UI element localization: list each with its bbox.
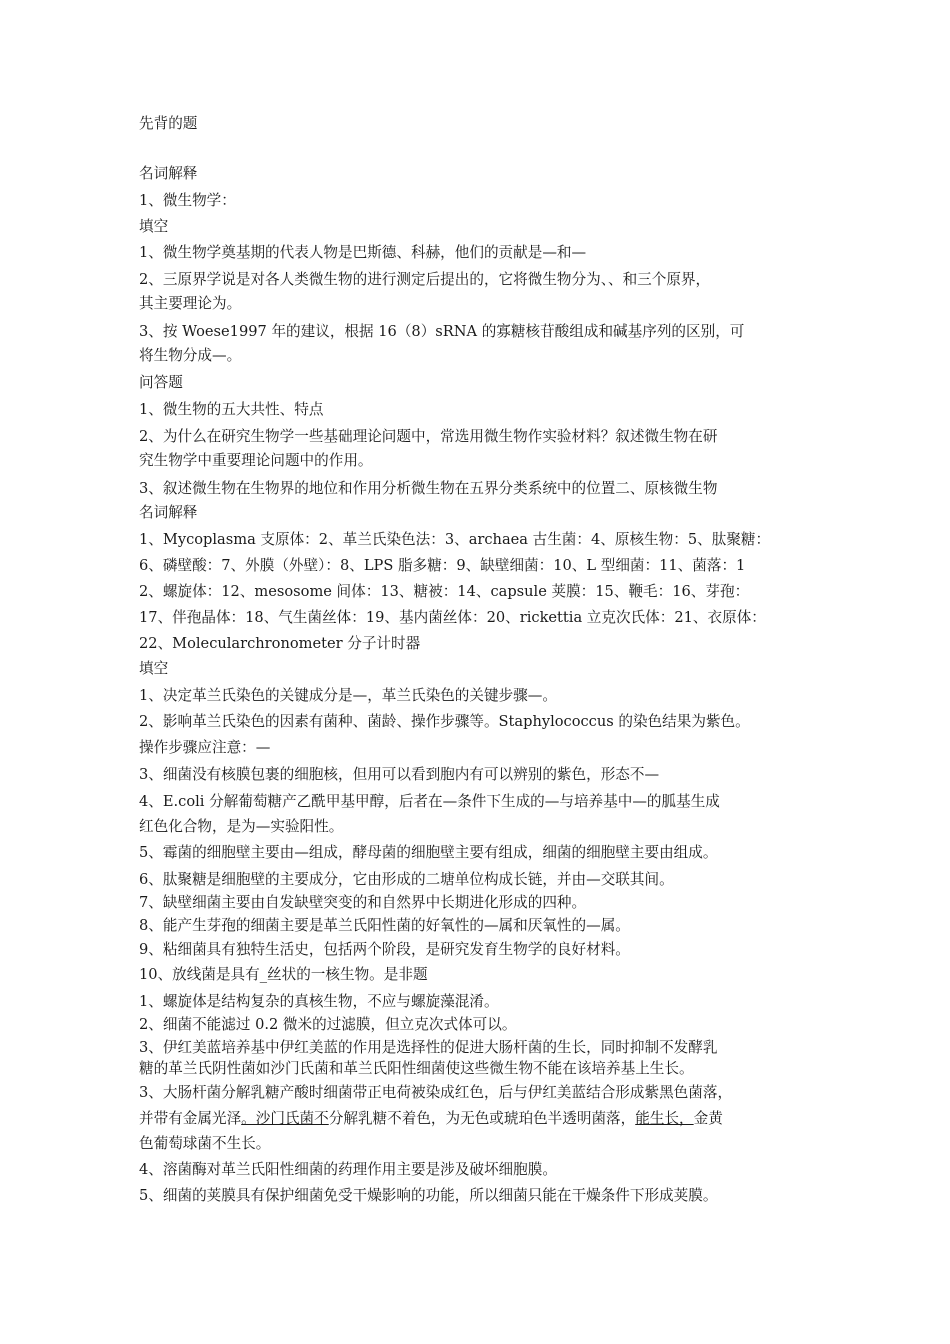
text-line: 6、磷壁酸：7、外膜（外壁）：8、LPS 脂多糖：9、缺壁细菌：10、L 型细菌：11、菌落：1 [139,557,746,574]
section-heading: 填空 [139,660,169,677]
text-line: 3、伊红美蓝培养基中伊红美蓝的作用是选择性的促进大肠杆菌的生长，同时抑制不发酵乳 [139,1039,718,1056]
text-line: 3、按 Woese1997 年的建议，根据 16（8）sRNA 的寡糖核苷酸组成和碱基序列的区别，可 [139,323,745,340]
underlined-run: 能生长， [635,1110,694,1127]
text-line: 2、细菌不能滤过 0.2 微米的过滤膜，但立克次式体可以。 [139,1016,517,1033]
text-line: 其主要理论为。 [139,295,242,312]
text-line: 将生物分成—。 [139,347,242,364]
text-line: 1、微生物的五大共性、特点 [139,401,324,418]
text-run: 并带有金属光泽 [139,1110,242,1127]
underlined-run: 。沙门氏菌不 [241,1110,329,1127]
text-line: 操作步骤应注意：— [139,739,271,756]
text-line: 4、溶菌酶对革兰氏阳性细菌的药理作用主要是涉及破坏细胞膜。 [139,1161,557,1178]
text-run: 金黄 [693,1110,723,1127]
text-line: 17、伴孢晶体：18、气生菌丝体：19、基内菌丝体：20、rickettia 立克次氏体：21、衣原体： [139,609,766,626]
section-heading: 问答题 [139,374,183,391]
text-line: 红色化合物，是为—实验阳性。 [139,818,344,835]
text-line: 9、粘细菌具有独特生活史，包括两个阶段，是研究发育生物学的良好材料。 [139,941,630,958]
text-line: 10、放线菌是具有_丝状的一核生物。是非题 [139,966,428,983]
text-line: 5、细菌的荚膜具有保护细菌免受干燥影响的功能，所以细菌只能在干燥条件下形成荚膜。 [139,1187,718,1204]
text-line: 色葡萄球菌不生长。 [139,1135,271,1152]
text-line: 2、为什么在研究生物学一些基础理论问题中，常选用微生物作实验材料？叙述微生物在研 [139,428,718,445]
text-line: 8、能产生芽孢的细菌主要是革兰氏阳性菌的好氧性的—属和厌氧性的—属。 [139,917,630,934]
text-line: 3、叙述微生物在生物界的地位和作用分析微生物在五界分类系统中的位置二、原核微生物 [139,480,718,497]
text-line: 5、霉菌的细胞壁主要由—组成，酵母菌的细胞壁主要有组成，细菌的细胞壁主要由组成。 [139,844,718,861]
text-line: 4、E.coli 分解葡萄糖产乙酰甲基甲醇，后者在—条件下生成的—与培养基中—的胍基生成 [139,793,720,810]
text-line: 2、影响革兰氏染色的因素有菌种、菌龄、操作步骤等。Staphylococcus 的染色结果为紫色。 [139,713,750,730]
text-line: 2、螺旋体：12、mesosome 间体：13、糖被：14、capsule 荚膜：15、鞭毛：16、芽孢： [139,583,750,600]
text-line: 3、细菌没有核膜包裹的细胞核，但用可以看到胞内有可以辨别的紫色，形态不— [139,766,660,783]
text-line: 3、大肠杆菌分解乳糖产酸时细菌带正电荷被染成红色，后与伊红美蓝结合形成紫黑色菌落， [139,1084,733,1101]
section-heading: 填空 [139,218,169,235]
text-line: 1、Mycoplasma 支原体：2、革兰氏染色法：3、archaea 古生菌：4、原核生物：5、肽聚糖： [139,531,771,548]
text-line: 1、螺旋体是结构复杂的真核生物，不应与螺旋藻混淆。 [139,993,499,1010]
text-line-mixed [139,1109,723,1129]
doc-title: 先背的题 [139,115,198,132]
text-run: 分解乳糖不着色，为无色或琥珀色半透明菌落， [328,1110,636,1127]
section-heading: 名词解释 [139,165,198,182]
text-line: 22、Molecularchronometer 分子计时器 [139,635,421,652]
text-line: 1、决定革兰氏染色的关键成分是—，革兰氏染色的关键步骤—。 [139,687,557,704]
text-line: 7、缺壁细菌主要由自发缺壁突变的和自然界中长期进化形成的四种。 [139,894,587,911]
text-line: 糖的革兰氏阴性菌如沙门氏菌和革兰氏阳性细菌使这些微生物不能在该培养基上生长。 [139,1060,694,1077]
text-line: 2、三原界学说是对各人类微生物的进行测定后提出的，它将微生物分为、、和三个原界， [139,271,711,288]
text-line: 1、微生物学奠基期的代表人物是巴斯德、科赫，他们的贡献是—和— [139,244,587,261]
text-line: 6、肽聚糖是细胞壁的主要成分，它由形成的二塘单位构成长链，并由—交联其间。 [139,871,674,888]
section-heading: 名词解释 [139,504,198,521]
text-line: 究生物学中重要理论问题中的作用。 [139,452,373,469]
text-line: 1、微生物学： [139,192,236,209]
